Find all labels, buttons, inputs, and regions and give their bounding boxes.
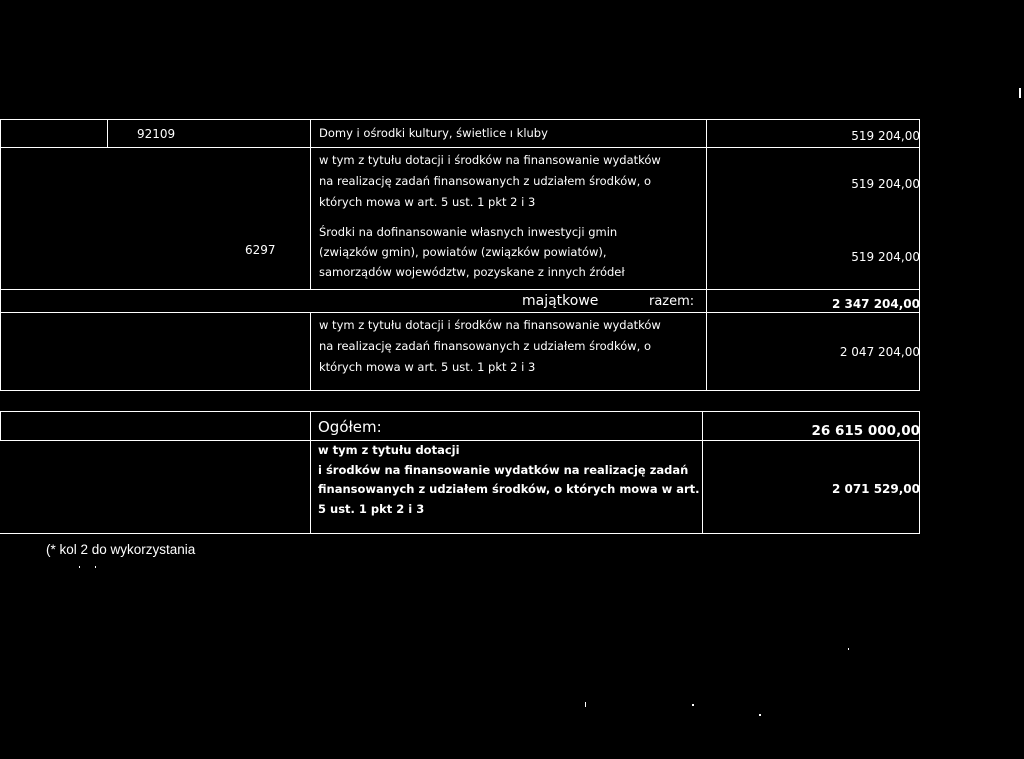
ogolem-dotacje-amount: 2 071 529,00 [831,482,920,496]
scan-artifact [95,566,96,568]
t2-line-bottom [0,533,920,534]
section-name: Domy i ośrodki kultury, świetlice ı kluby [319,126,548,140]
t1-left-border [0,119,1,391]
t1-col-rozdzial [107,119,108,147]
scan-artifact [848,648,849,650]
t2-line-top [0,411,920,412]
t1-col-paragraf-2 [310,312,311,390]
scan-artifact [1019,88,1021,98]
paragraph-amount: 519 204,00 [851,250,920,264]
section-dotacje-text: w tym z tytułu dotacji i środków na finansowanie wydatków na realizację zadań finansowanych z udziałem środków, o których mowa w art. 5 ust. 1 pkt 2 i 3 [319,153,661,209]
section-code: 92109 [137,127,176,141]
paragraph-code: 6297 [245,243,276,257]
t1-line-under-92109 [0,147,920,148]
section-amount: 519 204,00 [851,129,920,143]
t1-col-paragraf [310,119,311,290]
ogolem-dotacje-text: w tym z tytułu dotacji i środków na finansowanie wydatków na realizację zadań finansowanych z udziałem środków, o których mowa w art. 5 ust. 1 pkt 2 i 3 [318,443,700,516]
t1-col-kwota [706,119,707,390]
paragraph-text: Środki na dofinansowanie własnych inwestycji gmin (związków gmin), powiatów (związków powiatów), samorządów województw, pozyskane z innych źródeł [319,225,625,279]
scan-artifact [79,566,80,568]
scan-artifact [692,704,694,706]
t1-line-top [0,119,920,120]
t2-col-kwota [702,411,703,534]
scan-artifact [585,702,586,707]
t2-left-border [0,411,1,441]
t2-col-text [310,411,311,534]
majatkowe-dotacje-text: w tym z tytułu dotacji i środków na finansowanie wydatków na realizację zadań finansowanych z udziałem środków, o których mowa w art. 5 ust. 1 pkt 2 i 3 [319,318,661,374]
majatkowe-label: majątkowe [522,293,599,309]
t1-line-bottom [0,390,920,391]
majatkowe-amount: 2 347 204,00 [831,297,920,311]
ogolem-label: Ogółem: [318,418,382,436]
ogolem-amount: 26 615 000,00 [811,423,920,439]
majatkowe-razem-label: razem: [649,294,695,309]
section-dotacje-amount: 519 204,00 [851,177,920,191]
t1-line-under-6297 [0,289,920,290]
scan-artifact [759,714,761,716]
majatkowe-dotacje-amount: 2 047 204,00 [839,345,920,359]
t1-line-under-majatkowe [0,312,920,313]
footnote: (* kol 2 do wykorzystania [46,542,196,557]
